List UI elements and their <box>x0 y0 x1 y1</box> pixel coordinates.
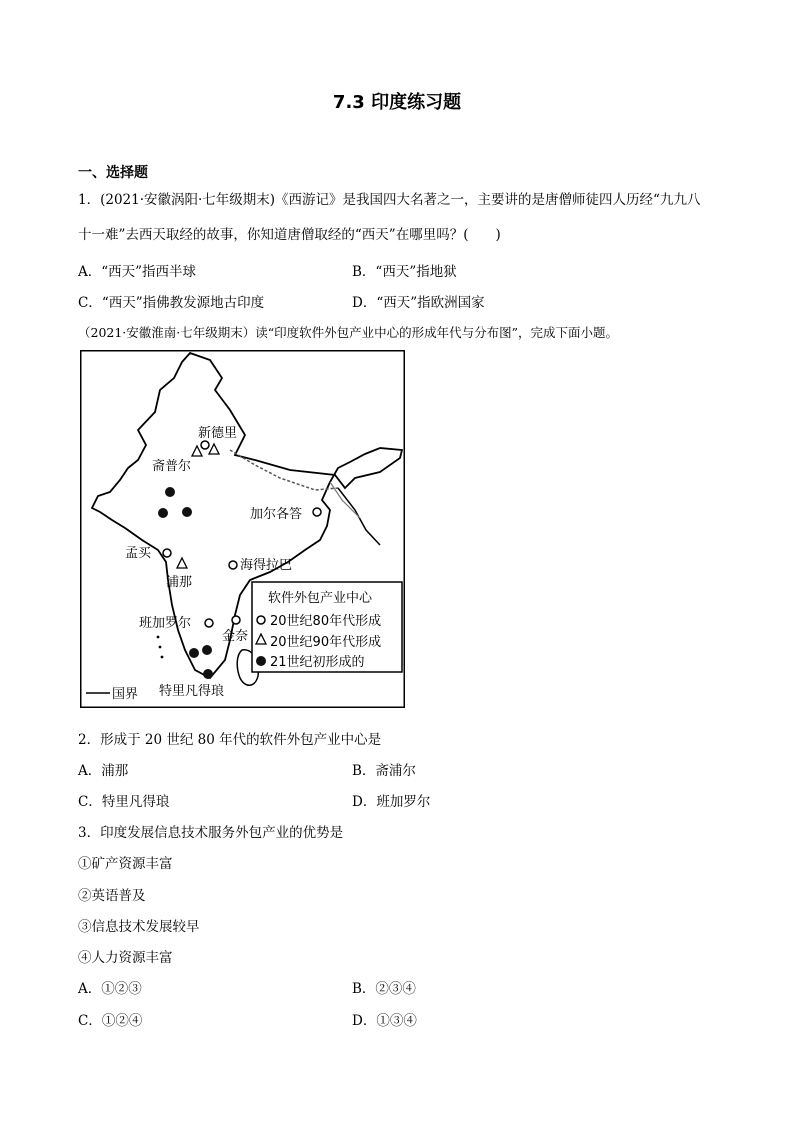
q2-option-d: D．班加罗尔 <box>352 794 431 810</box>
border-legend-label: 国界 <box>112 687 139 702</box>
legend-title: 软件外包产业中心 <box>268 591 373 606</box>
city-label-mumbai: 孟买 <box>125 546 152 561</box>
map-intro: （2021·安徽淮南·七年级期末）读“印度软件外包产业中心的形成年代与分布图”，完成下面小题。 <box>78 325 619 340</box>
q3-option-d: D．①③④ <box>352 1013 417 1029</box>
q1-stem-line2: 十一难”去西天取经的故事，你知道唐僧取经的“西天”在哪里吗？( ) <box>78 227 501 243</box>
legend-item-1990s: 20世纪90年代形成 <box>270 635 382 650</box>
city-label-hyderabad: 海得拉巴 <box>240 558 293 573</box>
q3-option-a: A．①②③ <box>78 981 142 997</box>
city-label-thiruvananthapuram: 特里凡得琅 <box>159 684 225 699</box>
city-label-jaipur: 斋普尔 <box>152 459 192 474</box>
legend-item-2000s: 21世纪初形成的 <box>270 655 365 670</box>
city-label-pune: 浦那 <box>166 575 193 590</box>
q1-option-d: D．“西天”指欧洲国家 <box>352 295 485 311</box>
section-heading: 一、选择题 <box>78 165 148 181</box>
q2-option-b: B．斋浦尔 <box>352 763 416 779</box>
page-title: 7.3 印度练习题 <box>332 92 462 113</box>
q1-option-c: C．“西天”指佛教发源地古印度 <box>78 295 265 311</box>
q3-option-c: C．①②④ <box>78 1013 143 1029</box>
legend-item-1980s: 20世纪80年代形成 <box>270 614 382 629</box>
q3-item-1: ①矿产资源丰富 <box>78 856 173 872</box>
q3-stem: 3．印度发展信息技术服务外包产业的优势是 <box>78 825 344 841</box>
city-label-kolkata: 加尔各答 <box>250 507 303 522</box>
q3-option-b: B．②③④ <box>352 981 416 997</box>
q2-option-c: C．特里凡得琅 <box>78 794 170 810</box>
q3-item-4: ④人力资源丰富 <box>78 950 173 966</box>
india-software-outsourcing-map <box>80 350 405 708</box>
q1-option-a: A．“西天”指西半球 <box>78 264 197 280</box>
city-label-bangalore: 班加罗尔 <box>139 616 192 631</box>
q1-stem-line1: 1．(2021·安徽涡阳·七年级期末)《西游记》是我国四大名著之一，主要讲的是唐僧师徒四人历经“九九八 <box>78 192 701 208</box>
city-label-chennai: 金奈 <box>222 629 249 644</box>
q2-stem: 2．形成于 20 世纪 80 年代的软件外包产业中心是 <box>78 732 382 748</box>
q3-item-2: ②英语普及 <box>78 888 146 904</box>
city-label-new-delhi: 新德里 <box>198 426 238 441</box>
q2-option-a: A．浦那 <box>78 763 129 779</box>
q3-item-3: ③信息技术发展较早 <box>78 919 200 935</box>
q1-option-b: B．“西天”指地狱 <box>352 264 457 280</box>
